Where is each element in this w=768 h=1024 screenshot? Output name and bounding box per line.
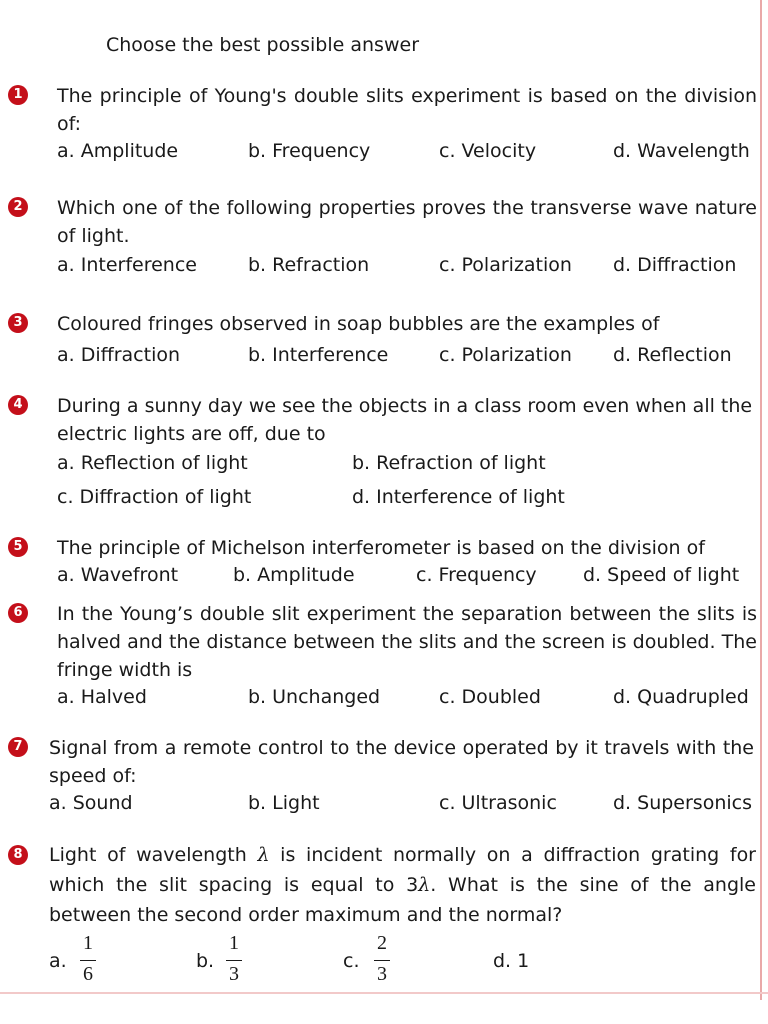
option-b[interactable]: b. Interference (248, 344, 389, 366)
option-b[interactable]: b. Refraction of light (352, 452, 546, 474)
option-a[interactable]: a. Amplitude (57, 140, 179, 162)
option-b-label[interactable]: b. (196, 950, 215, 972)
question-stem (49, 840, 756, 930)
question-number-badge: 8 (8, 845, 28, 865)
question-stem: Signal from a remote control to the device operated by it travels with the speed of: (49, 737, 754, 787)
option-c[interactable]: c. Frequency (416, 564, 537, 586)
option-c[interactable]: c. Ultrasonic (439, 792, 557, 814)
question-number-badge: 4 (8, 395, 28, 415)
option-d[interactable]: d. Interference of light (352, 486, 565, 508)
question-stem: The principle of Michelson interferometer is based on the division of (57, 537, 705, 559)
lambda-symbol: λ (418, 874, 431, 896)
option-d[interactable]: d. 1 (493, 950, 530, 972)
option-a[interactable]: a. Sound (49, 792, 133, 814)
question-stem: The principle of Young's double slits experiment is based on the division of: (57, 85, 757, 135)
denominator: 3 (229, 963, 239, 985)
option-b[interactable]: b. Light (248, 792, 320, 814)
option-c[interactable]: c. Velocity (439, 140, 537, 162)
option-c-label[interactable]: c. (343, 950, 360, 972)
option-d[interactable]: d. Reflection (613, 344, 732, 366)
option-a[interactable]: a. Diffraction (57, 344, 181, 366)
question-number-badge: 1 (8, 85, 28, 105)
option-b[interactable]: b. Refraction (248, 254, 370, 276)
option-d[interactable]: d. Speed of light (583, 564, 740, 586)
fraction-bar (374, 960, 390, 961)
question-stem: During a sunny day we see the objects in a class room even when all the electric lights are off, due to (57, 395, 753, 445)
numerator: 1 (83, 932, 93, 954)
stem-text-2: is incident normally on a diffraction grating for which the slit spacing is equal to 3 (49, 844, 756, 896)
option-d[interactable]: d. Wavelength (613, 140, 750, 162)
question-number-badge: 5 (8, 537, 28, 557)
numerator: 1 (229, 932, 239, 954)
option-a[interactable]: a. Halved (57, 686, 147, 708)
stem-text-1: Light of wavelength (49, 844, 258, 866)
option-c[interactable]: c. Diffraction of light (57, 486, 252, 508)
margin-line-bottom (0, 992, 768, 994)
question-number-badge: 2 (8, 197, 28, 217)
option-a-label[interactable]: a. (49, 950, 67, 972)
margin-line-right (760, 0, 762, 1000)
option-a[interactable]: a. Reflection of light (57, 452, 248, 474)
option-d[interactable]: d. Quadrupled (613, 686, 749, 708)
question-stem: Which one of the following properties proves the transverse wave nature of light. (57, 197, 757, 247)
stem-text-3: . What is the sine of the angle between the second order maximum and the normal? (49, 874, 756, 926)
option-b[interactable]: b. Unchanged (248, 686, 381, 708)
option-c[interactable]: c. Doubled (439, 686, 541, 708)
question-number-badge: 3 (8, 313, 28, 333)
fraction-bar (80, 960, 96, 961)
question-stem: In the Young’s double slit experiment the separation between the slits is halved and the distance between the slits and the screen is doubled. The fringe width is (57, 603, 757, 681)
instructions-heading: Choose the best possible answer (106, 34, 419, 56)
lambda-symbol: λ (257, 844, 270, 866)
denominator: 6 (83, 963, 93, 985)
option-b[interactable]: b. Frequency (248, 140, 371, 162)
option-d[interactable]: d. Diffraction (613, 254, 737, 276)
question-stem: Coloured fringes observed in soap bubbles are the examples of (57, 313, 660, 335)
option-b[interactable]: b. Amplitude (233, 564, 355, 586)
option-c[interactable]: c. Polarization (439, 344, 572, 366)
question-number-badge: 6 (8, 603, 28, 623)
option-a[interactable]: a. Interference (57, 254, 197, 276)
denominator: 3 (377, 963, 387, 985)
fraction-bar (226, 960, 242, 961)
question-number-badge: 7 (8, 737, 28, 757)
option-c[interactable]: c. Polarization (439, 254, 572, 276)
numerator: 2 (377, 932, 387, 954)
option-a[interactable]: a. Wavefront (57, 564, 179, 586)
option-d[interactable]: d. Supersonics (613, 792, 752, 814)
